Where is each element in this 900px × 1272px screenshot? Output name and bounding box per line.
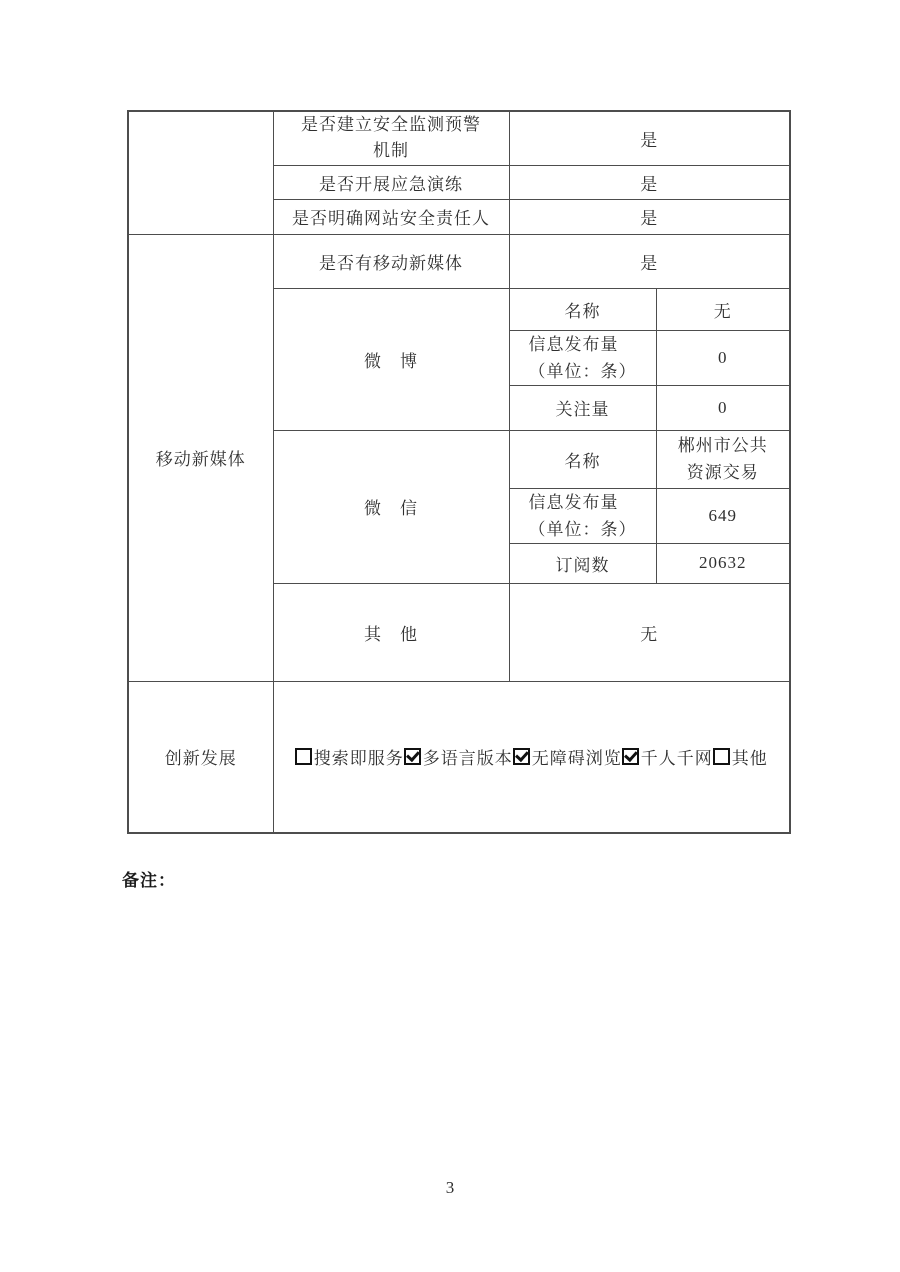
checkbox-icon [295, 748, 312, 765]
security-row-value: 是 [509, 111, 790, 165]
weibo-posts-label-line1: 信息发布量 [528, 334, 619, 354]
innovation-options-cell [273, 681, 790, 833]
checkbox-checked-icon [513, 748, 530, 765]
weibo-title: 微 博 [273, 288, 509, 430]
weibo-followers-label: 关注量 [509, 385, 656, 430]
weibo-posts-label-text [529, 331, 637, 385]
innovation-option-label: 搜索即服务 [313, 749, 404, 769]
wechat-posts-label-line1: 信息发布量 [528, 492, 619, 512]
other-media-value: 无 [509, 583, 790, 681]
innovation-options-row [278, 744, 786, 769]
wechat-name-value-text: 郴州市公共资源交易 [677, 436, 768, 482]
checkbox-icon [713, 748, 730, 765]
wechat-subscribers-label: 订阅数 [509, 543, 656, 583]
weibo-posts-label-line2: （单位：条） [528, 361, 637, 381]
weibo-posts-value: 0 [656, 330, 790, 385]
has-mobile-media-value: 是 [509, 234, 790, 288]
innovation-option-label: 千人千网 [640, 749, 713, 769]
weibo-followers-value: 0 [656, 385, 790, 430]
innovation-option-label: 多语言版本 [422, 749, 513, 769]
checkbox-checked-icon [622, 748, 639, 765]
wechat-posts-label [509, 488, 656, 543]
innovation-option [713, 744, 768, 769]
wechat-title: 微 信 [273, 430, 509, 583]
wechat-posts-label-line2: （单位：条） [528, 519, 637, 539]
wechat-posts-label-text [529, 489, 637, 543]
innovation-option [404, 744, 513, 769]
security-row-label [273, 111, 509, 165]
table-row [128, 234, 790, 288]
innovation-option [513, 744, 622, 769]
wechat-subscribers-value: 20632 [656, 543, 790, 583]
section-title-innovation: 创新发展 [128, 681, 273, 833]
innovation-option [622, 744, 713, 769]
innovation-option-label: 其他 [731, 749, 768, 769]
section-cell-empty [128, 111, 273, 234]
weibo-name-value: 无 [656, 288, 790, 330]
other-media-title: 其 他 [273, 583, 509, 681]
notes-label: 备注： [122, 871, 176, 890]
weibo-posts-label [509, 330, 656, 385]
wechat-posts-value: 649 [656, 488, 790, 543]
checkbox-checked-icon [404, 748, 421, 765]
page-number: 3 [445, 1178, 455, 1197]
security-row-label: 是否明确网站安全责任人 [273, 199, 509, 234]
security-row-value: 是 [509, 199, 790, 234]
innovation-option [295, 744, 404, 769]
table-row [128, 681, 790, 833]
wechat-name-label: 名称 [509, 430, 656, 488]
report-table [127, 110, 791, 834]
has-mobile-media-label: 是否有移动新媒体 [273, 234, 509, 288]
security-row-label-text: 是否建立安全监测预警机制 [301, 115, 481, 161]
innovation-option-label: 无障碍浏览 [531, 749, 622, 769]
wechat-name-value [656, 430, 790, 488]
security-row-value: 是 [509, 165, 790, 199]
weibo-name-label: 名称 [509, 288, 656, 330]
table-row [128, 111, 790, 165]
security-row-label: 是否开展应急演练 [273, 165, 509, 199]
section-title-mobile-media: 移动新媒体 [128, 234, 273, 681]
